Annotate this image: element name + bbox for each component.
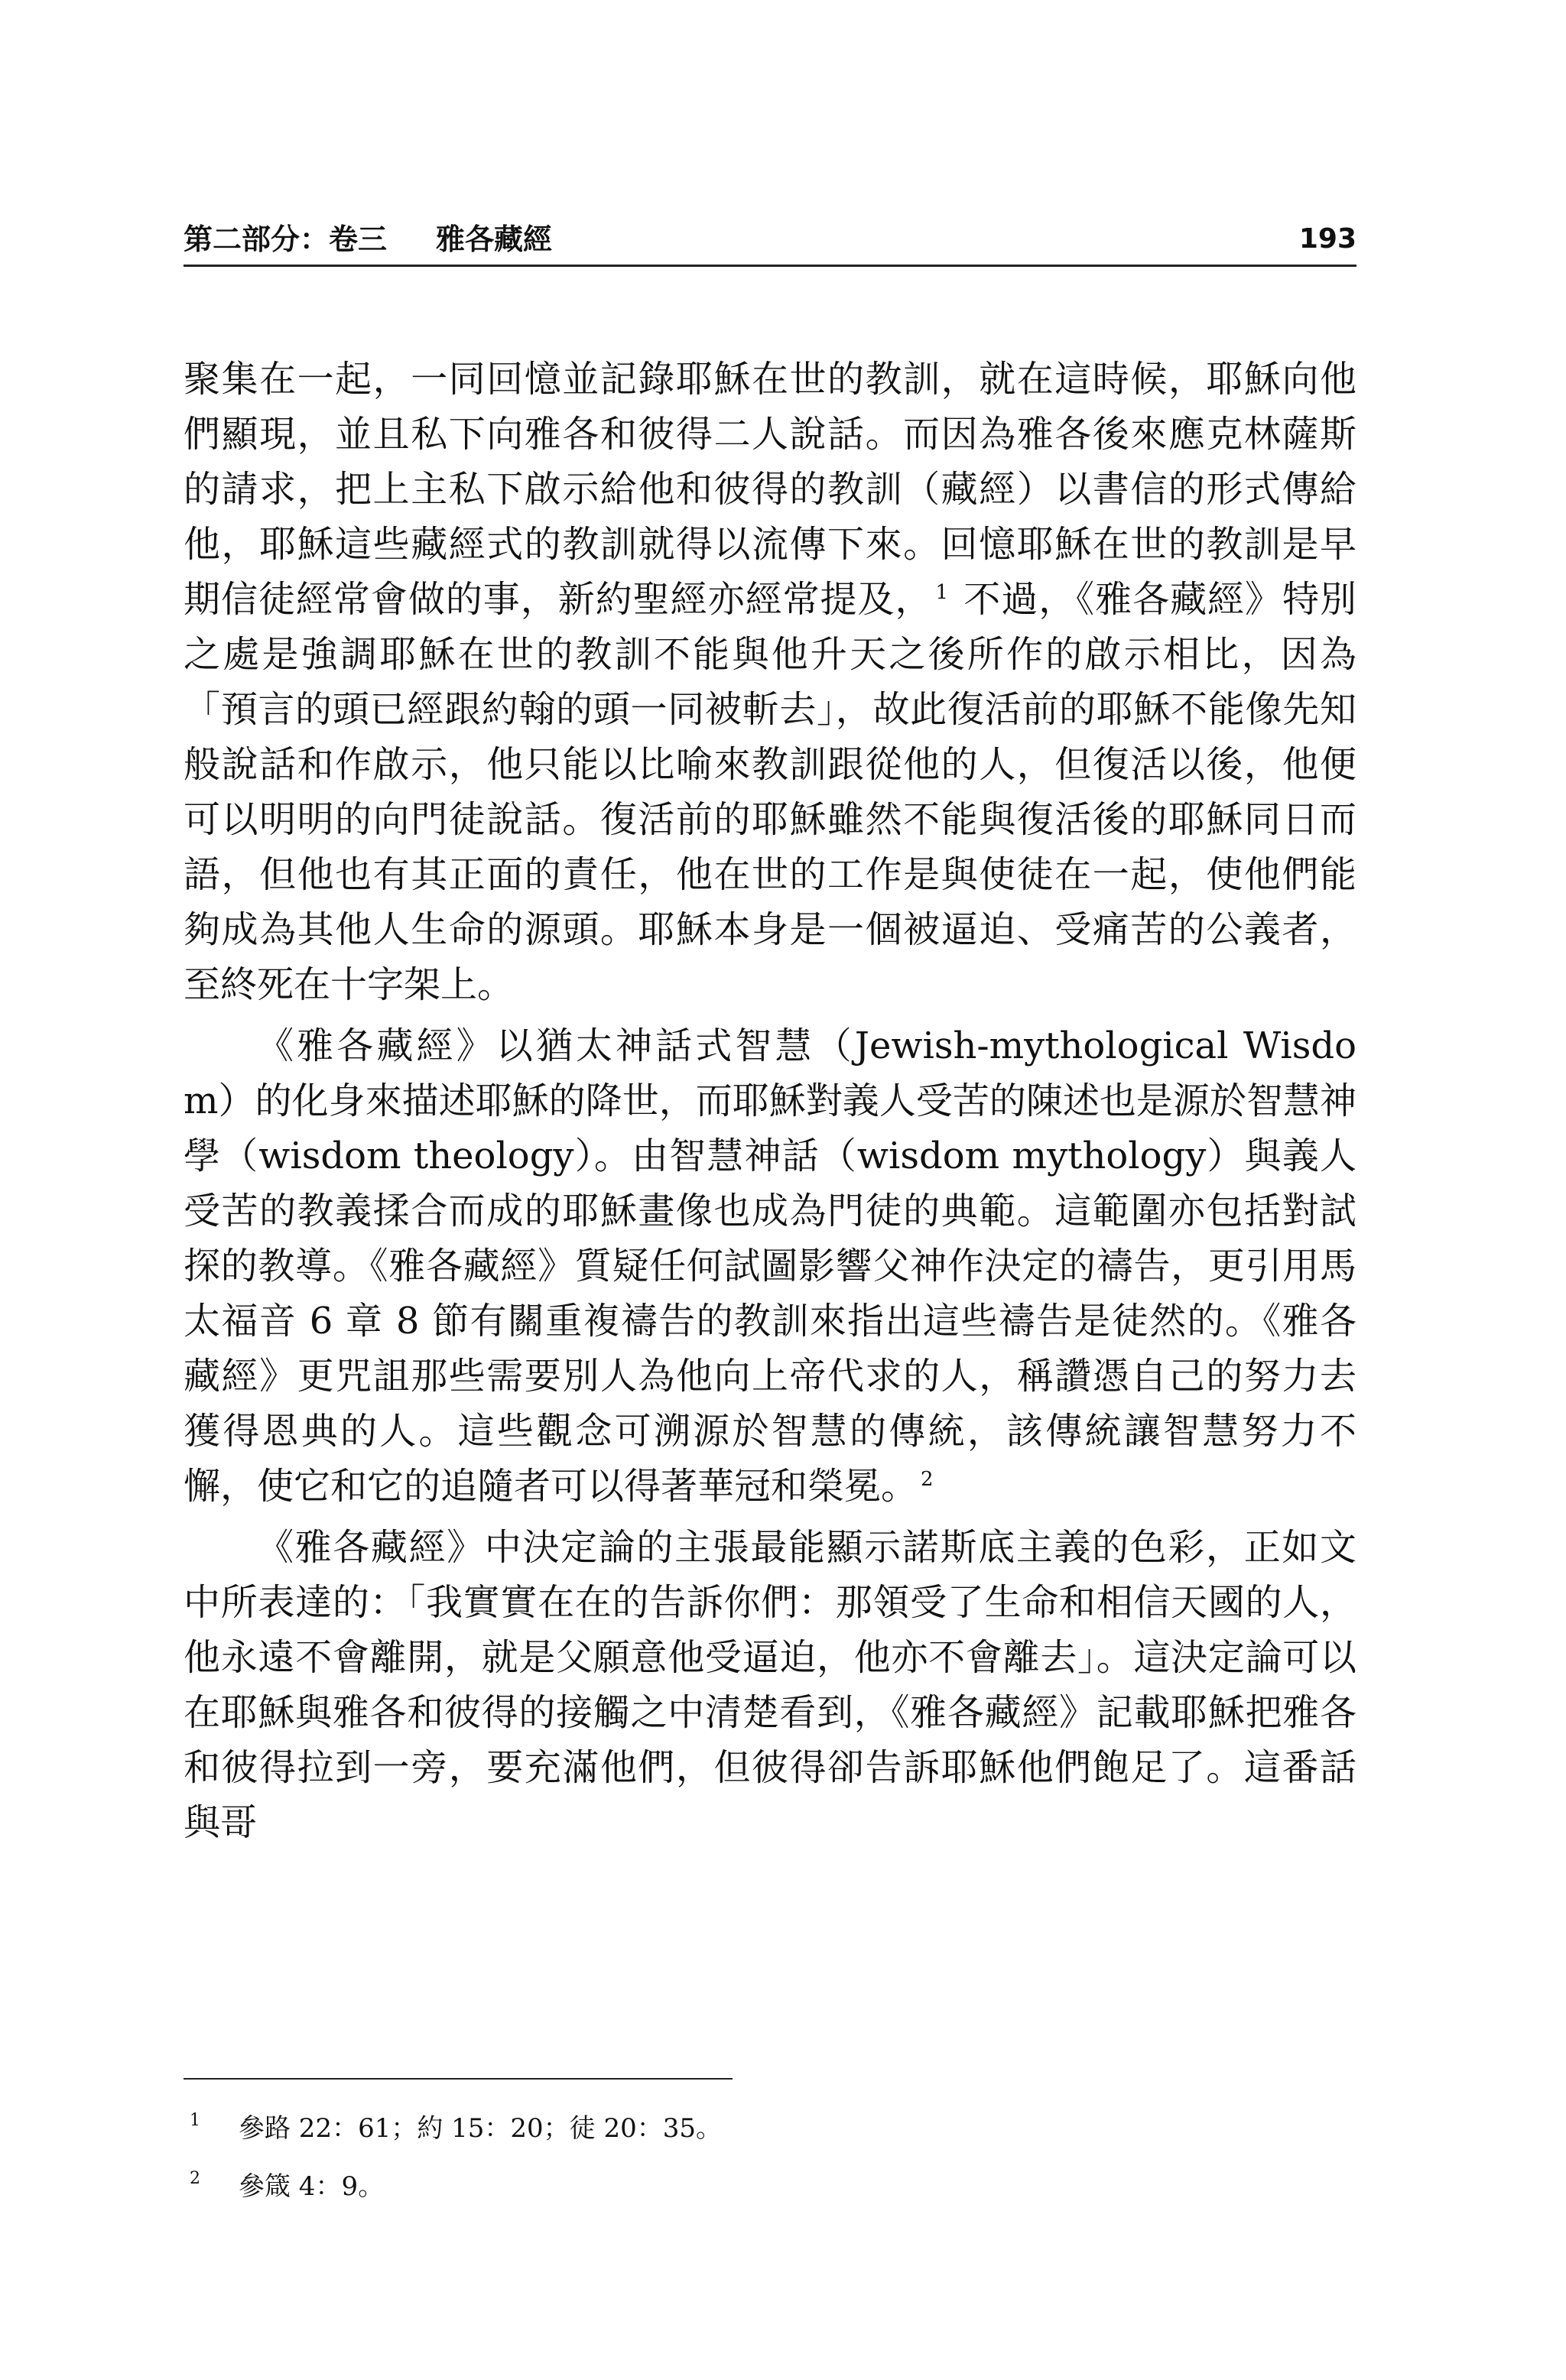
footnote-2-text: 參箴 4：9。 [239, 2171, 385, 2202]
paragraph-1 [184, 352, 1356, 1012]
footnote-ref-1: 1 [935, 581, 949, 604]
paragraph-2 [184, 1018, 1356, 1514]
footnote-2 [184, 2158, 1356, 2216]
body-text [184, 352, 1356, 2034]
header-chapter-title: 雅各藏經 [436, 222, 553, 256]
header-part-label: 第二部分：卷三 [184, 222, 388, 256]
paragraph-3-text: 《雅各藏經》中決定論的主張最能顯示諾斯底主義的色彩，正如文中所表達的：「我實實在在的告訴你們：那領受了生命和相信天國的人，他永遠不會離開，就是父願意他受逼迫，他亦不會離去」。這決定論可以在耶穌與雅各和彼得的接觸之中清楚看到，《雅各藏經》記載耶穌把雅各和彼得拉到一旁，要充滿他們，但彼得卻告訴耶穌他們飽足了。這番話與哥 [184, 1526, 1356, 1844]
footnote-1 [184, 2099, 1356, 2158]
paragraph-2-text: 《雅各藏經》以猶太神話式智慧（Jewish-mythological Wisdom）的化身來描述耶穌的降世，而耶穌對義人受苦的陳述也是源於智慧神學（wisdom theology）。由智慧神話（wisdom mythology）與義人受苦的教義揉合而成的耶穌畫像也成為門徒的典範。這範圍亦包括對試探的教導。《雅各藏經》質疑任何試圖影響父神作決定的禱告，更引用馬太福音 6 章 8 節有關重複禱告的教訓來指出這些禱告是徒然的。《雅各藏經》更咒詛那些需要別人為他向上帝代求的人，稱讚憑自己的努力去獲得恩典的人。這些觀念可溯源於智慧的傳統，該傳統讓智慧努力不懈，使它和它的追隨者可以得著華冠和榮冕。 [184, 1024, 1356, 1508]
paragraph-3 [184, 1520, 1356, 1850]
header-divider [184, 265, 1356, 267]
page-number: 193 [1298, 223, 1356, 255]
footnote-2-number: 2 [190, 2169, 200, 2188]
paragraph-1-text-a: 聚集在一起，一同回憶並記錄耶穌在世的教訓，就在這時候，耶穌向他們顯現，並且私下向雅各和彼得二人說話。而因為雅各後來應克林薩斯的請求，把上主私下啟示給他和彼得的教訓（藏經）以書信的形式傳給他，耶穌這些藏經式的教訓就得以流傳下來。回憶耶穌在世的教訓是早期信徒經常會做的事，新約聖經亦經常提及， [184, 358, 1356, 621]
paragraph-1-text-b: 不過，《雅各藏經》特別之處是強調耶穌在世的教訓不能與他升天之後所作的啟示相比，因為「預言的頭已經跟約翰的頭一同被斬去」，故此復活前的耶穌不能像先知般說話和作啟示，他只能以比喻來教訓跟從他的人，但復活以後，他便可以明明的向門徒說話。復活前的耶穌雖然不能與復活後的耶穌同日而語，但他也有其正面的責任，他在世的工作是與使徒在一起，使他們能夠成為其他人生命的源頭。耶穌本身是一個被逼迫、受痛苦的公義者，至終死在十字架上。 [184, 578, 1356, 1006]
footnote-divider [184, 2078, 733, 2080]
footnote-1-text: 參路 22：61；約 15：20；徒 20：35。 [239, 2113, 723, 2144]
footnotes [184, 2099, 1356, 2222]
footnote-1-number: 1 [190, 2111, 200, 2130]
footnote-ref-2: 2 [921, 1468, 934, 1491]
running-header [184, 217, 1356, 261]
